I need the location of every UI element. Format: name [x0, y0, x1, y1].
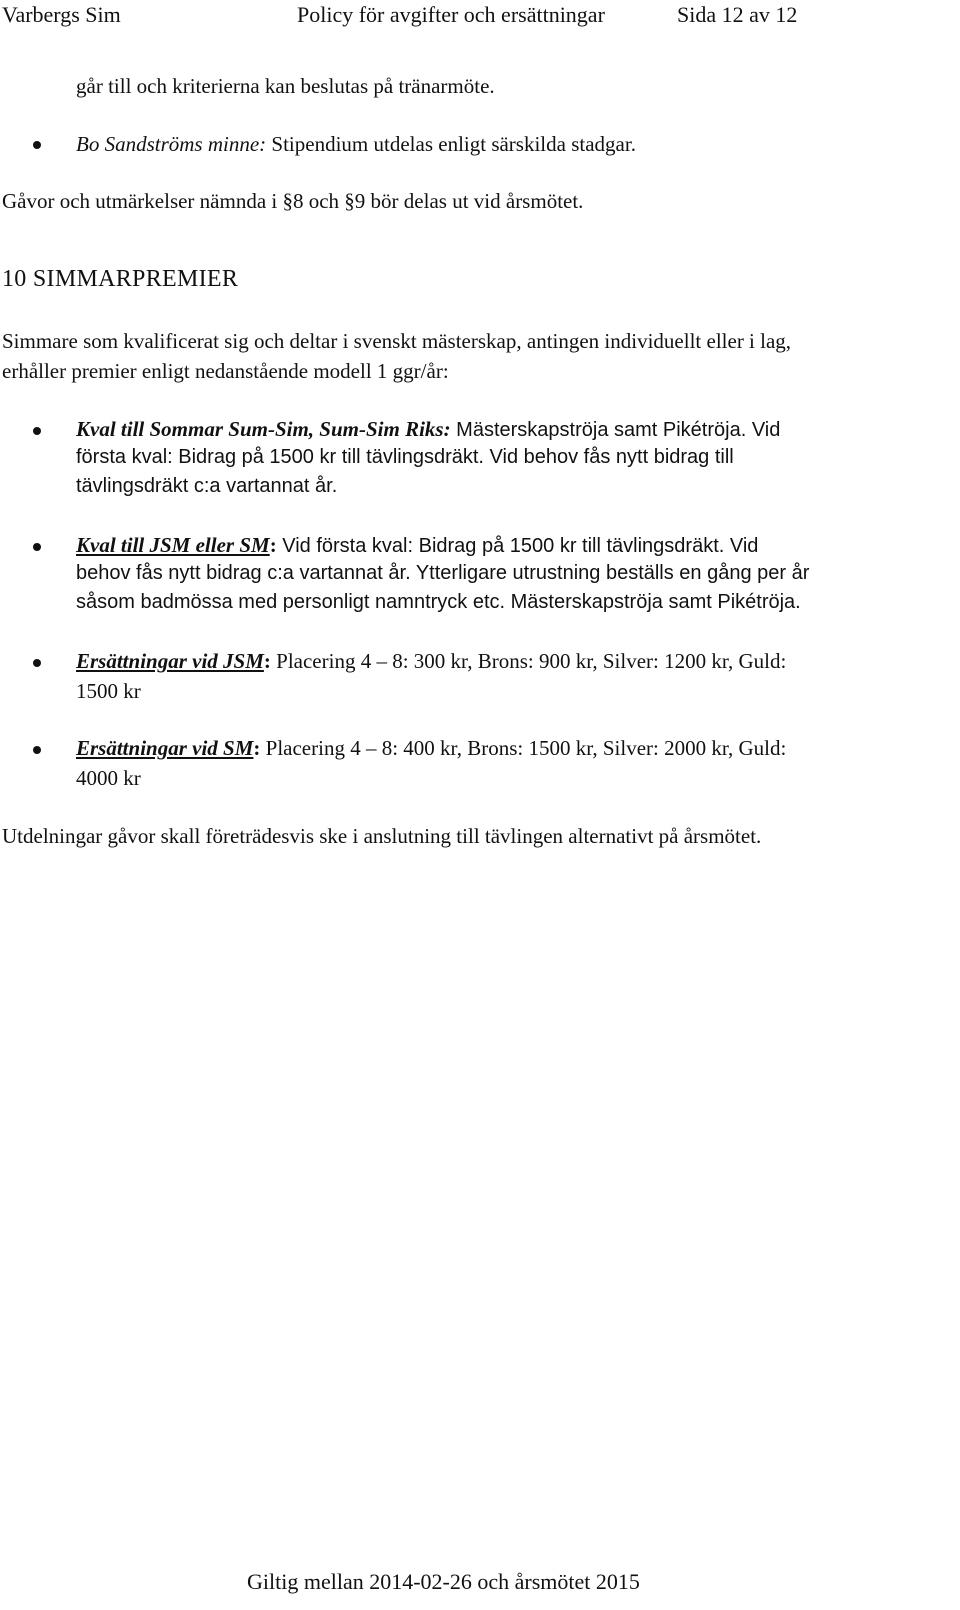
- bullet-3-line-2: 1500 kr: [76, 679, 141, 703]
- section-paragraph-line-2: erhåller premier enligt nedanstående modell 1 ggr/år:: [2, 359, 449, 383]
- bullet-3-title: Ersättningar vid JSM: [76, 649, 264, 673]
- bullet-1-line-1: [76, 417, 780, 442]
- bullet-1-text: Mästerskapströja samt Pikétröja. Vid: [450, 419, 781, 441]
- bullet-4-colon: :: [253, 736, 261, 760]
- header-left: Varbergs Sim: [2, 2, 121, 27]
- bullet-icon: [33, 659, 41, 667]
- bullet-1-line-2: första kval: Bidrag på 1500 kr till tävlingsdräkt. Vid behov fås nytt bidrag till: [76, 446, 734, 468]
- bullet-1-line-3: tävlingsdräkt c:a vartannat år.: [76, 475, 338, 497]
- bullet-3-line-1: [76, 649, 786, 674]
- bo-sandstrom-line: [76, 132, 636, 157]
- bullet-icon: [33, 543, 41, 551]
- bullet-2-title: Kval till JSM eller SM: [76, 533, 270, 557]
- bullet-1-title: Kval till Sommar Sum-Sim, Sum-Sim Riks:: [76, 417, 451, 441]
- bullet-2-line-1: [76, 533, 758, 558]
- section-paragraph-line-1: Simmare som kvalificerat sig och deltar i svenskt mästerskap, antingen individuellt eller i lag,: [2, 329, 792, 353]
- closing-line: Utdelningar gåvor skall företrädesvis ske i anslutning till tävlingen alternativt på årsmötet.: [2, 824, 762, 848]
- bullet-2-line-2: behov fås nytt bidrag c:a vartannat år. Ytterligare utrustning beställs en gång per år: [76, 562, 810, 584]
- bullet-3-colon: :: [263, 649, 271, 673]
- bullet-2-text: Vid första kval: Bidrag på 1500 kr till tävlingsdräkt. Vid: [276, 535, 759, 557]
- bullet-4-line-1: [76, 736, 786, 761]
- bo-text: Stipendium utdelas enligt särskilda stadgar.: [266, 132, 636, 156]
- bullet-3-text: Placering 4 – 8: 300 kr, Brons: 900 kr, Silver: 1200 kr, Guld:: [270, 649, 787, 673]
- bullet-icon: [33, 141, 41, 149]
- continued-line: går till och kriterierna kan beslutas på tränarmöte.: [76, 74, 495, 98]
- bullet-icon: [33, 746, 41, 754]
- gifts-line: Gåvor och utmärkelser nämnda i §8 och §9 bör delas ut vid årsmötet.: [2, 189, 584, 213]
- bo-title: Bo Sandströms minne:: [76, 132, 267, 156]
- bullet-4-line-2: 4000 kr: [76, 766, 141, 790]
- bullet-4-title: Ersättningar vid SM: [76, 736, 254, 760]
- footer: Giltig mellan 2014-02-26 och årsmötet 2015: [247, 1569, 640, 1594]
- section-heading: 10 SIMMARPREMIER: [2, 266, 239, 292]
- header-right: Sida 12 av 12: [677, 2, 798, 27]
- bullet-icon: [33, 427, 41, 435]
- header-center: Policy för avgifter och ersättningar: [297, 2, 605, 27]
- bullet-2-line-3: såsom badmössa med personligt namntryck etc. Mästerskapströja samt Pikétröja.: [76, 591, 801, 613]
- bullet-2-colon: :: [269, 533, 277, 557]
- bullet-4-text: Placering 4 – 8: 400 kr, Brons: 1500 kr, Silver: 2000 kr, Guld:: [260, 736, 787, 760]
